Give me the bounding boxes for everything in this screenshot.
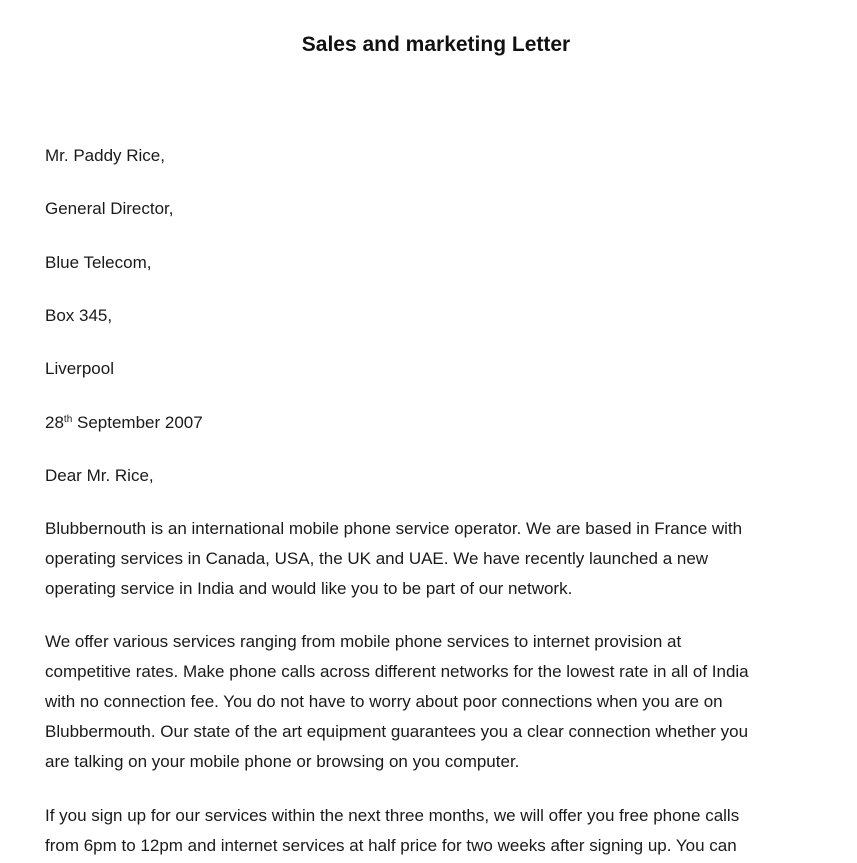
salutation: Dear Mr. Rice, [45,466,154,485]
paragraph-services [45,627,825,777]
letter-date [45,413,203,433]
recipient-position: General Director, [45,199,174,218]
paragraph-line: with no connection fee. You do not have to worry about poor connections when you are on [45,692,723,711]
paragraph-line: operating service in India and would like you to be part of our network. [45,579,573,598]
recipient-company: Blue Telecom, [45,253,152,272]
date-rest: September 2007 [72,413,203,432]
paragraph-line: are talking on your mobile phone or browsing on you computer. [45,752,520,771]
document-title: Sales and marketing Letter [301,33,571,56]
recipient-box: Box 345, [45,306,113,325]
paragraph-intro [45,514,825,604]
date-suffix: th [63,414,73,425]
paragraph-line: We offer various services ranging from mobile phone services to internet provision at [45,632,682,651]
paragraph-line: from 6pm to 12pm and internet services at half price for two weeks after signing up. You can [45,836,737,855]
paragraph-line: operating services in Canada, USA, the UK and UAE. We have recently launched a new [45,549,709,568]
date-day: 28 [45,413,64,432]
paragraph-line: competitive rates. Make phone calls across different networks for the lowest rate in all of India [45,662,749,681]
paragraph-line: If you sign up for our services within the next three months, we will offer you free phone calls [45,806,740,825]
paragraph-line: Blubbermouth. Our state of the art equipment guarantees you a clear connection whether you [45,722,749,741]
recipient-name: Mr. Paddy Rice, [45,146,165,165]
recipient-city: Liverpool [45,359,114,378]
paragraph-offer [45,801,825,861]
paragraph-line: Blubbernouth is an international mobile phone service operator. We are based in France with [45,519,743,538]
